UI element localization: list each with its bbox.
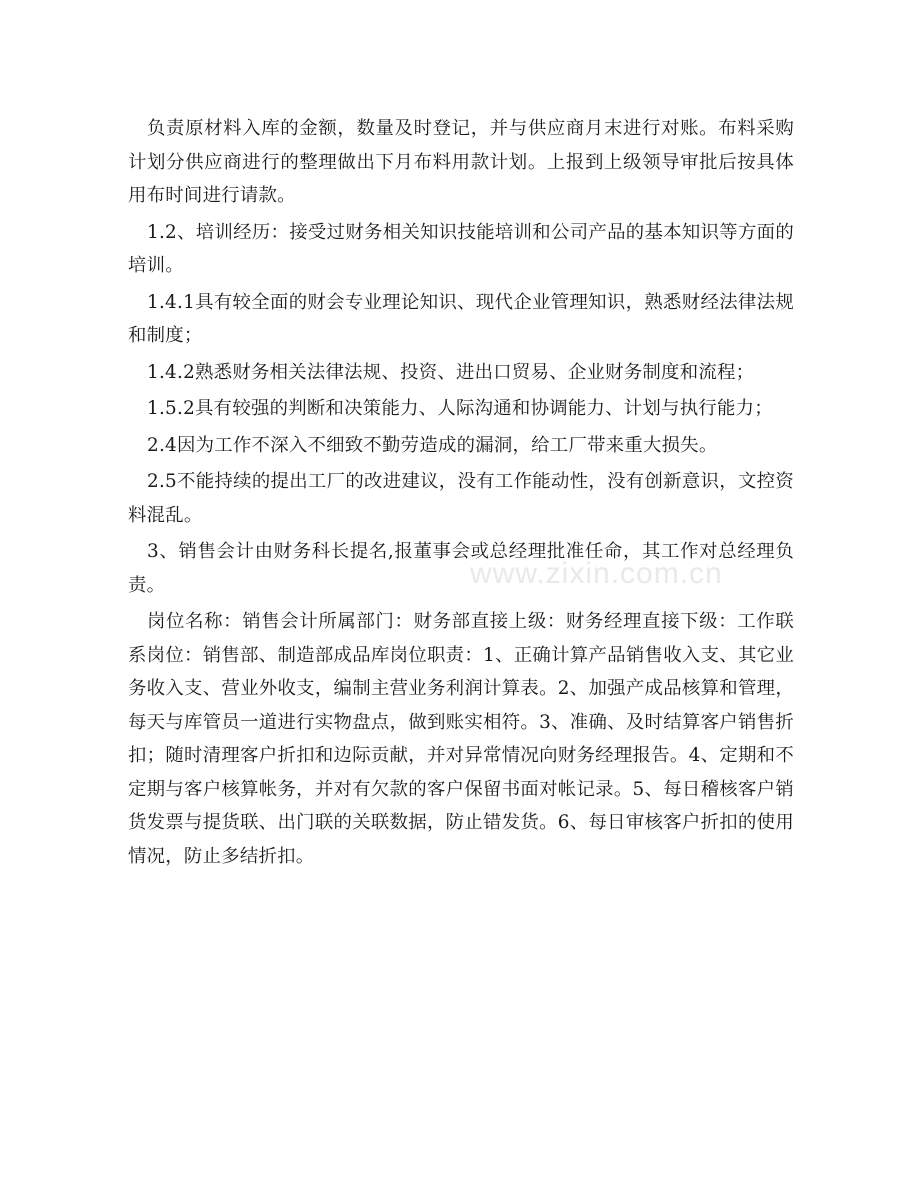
watermark: www.zixin.com.cn (470, 557, 723, 590)
paragraph-position-duties: 岗位名称：销售会计所属部门：财务部直接上级：财务经理直接下级：工作联系岗位：销售部、制造部成品库岗位职责：1、正确计算产品销售收入支、其它业务收入支、营业外收支，编制主营业务利润计算表。2、加强产成品核算和管理，每天与库管员一道进行实物盘点，做到账实相符。3、准确、及时结算客户销售折扣；随时清理客户折扣和边际贡献，并对异常情况向财务经理报告。4、定期和不定期与客户核算帐务，并对有欠款的客户保留书面对帐记录。5、每日稽核客户销货发票与提货联、出门联的关联数据，防止错发货。6、每日审核客户折扣的使用情况，防止多结折扣。 (128, 611, 794, 867)
paragraph-knowledge: 1.4.1具有较全面的财会专业理论知识、现代企业管理知识，熟悉财经法律法规和制度； (128, 291, 794, 346)
paragraph-loss: 2.4因为工作不深入不细致不勤劳造成的漏洞，给工厂带来重大损失。 (147, 434, 718, 456)
paragraph-abilities: 1.5.2具有较强的判断和决策能力、人际沟通和协调能力、计划与执行能力； (147, 398, 773, 419)
paragraph-training: 1.2、培训经历：接受过财务相关知识技能培训和公司产品的基本知识等方面的培训。 (128, 221, 794, 276)
document-body (128, 112, 794, 876)
paragraph-improvement: 2.5不能持续的提出工厂的改进建议，没有工作能动性，没有创新意识，文控资料混乱。 (128, 471, 794, 526)
paragraph-raw-material: 负责原材料入库的金额，数量及时登记，并与供应商月末进行对账。布料采购计划分供应商进行的整理做出下月布料用款计划。上报到上级领导审批后按具体用布时间进行请款。 (128, 118, 794, 206)
paragraph-regulations: 1.4.2熟悉财务相关法律法规、投资、进出口贸易、企业财务制度和流程； (147, 361, 755, 383)
paragraph-appointment: 3、销售会计由财务科长提名,报董事会或总经理批准任命，其工作对总经理负责。 (128, 541, 794, 596)
